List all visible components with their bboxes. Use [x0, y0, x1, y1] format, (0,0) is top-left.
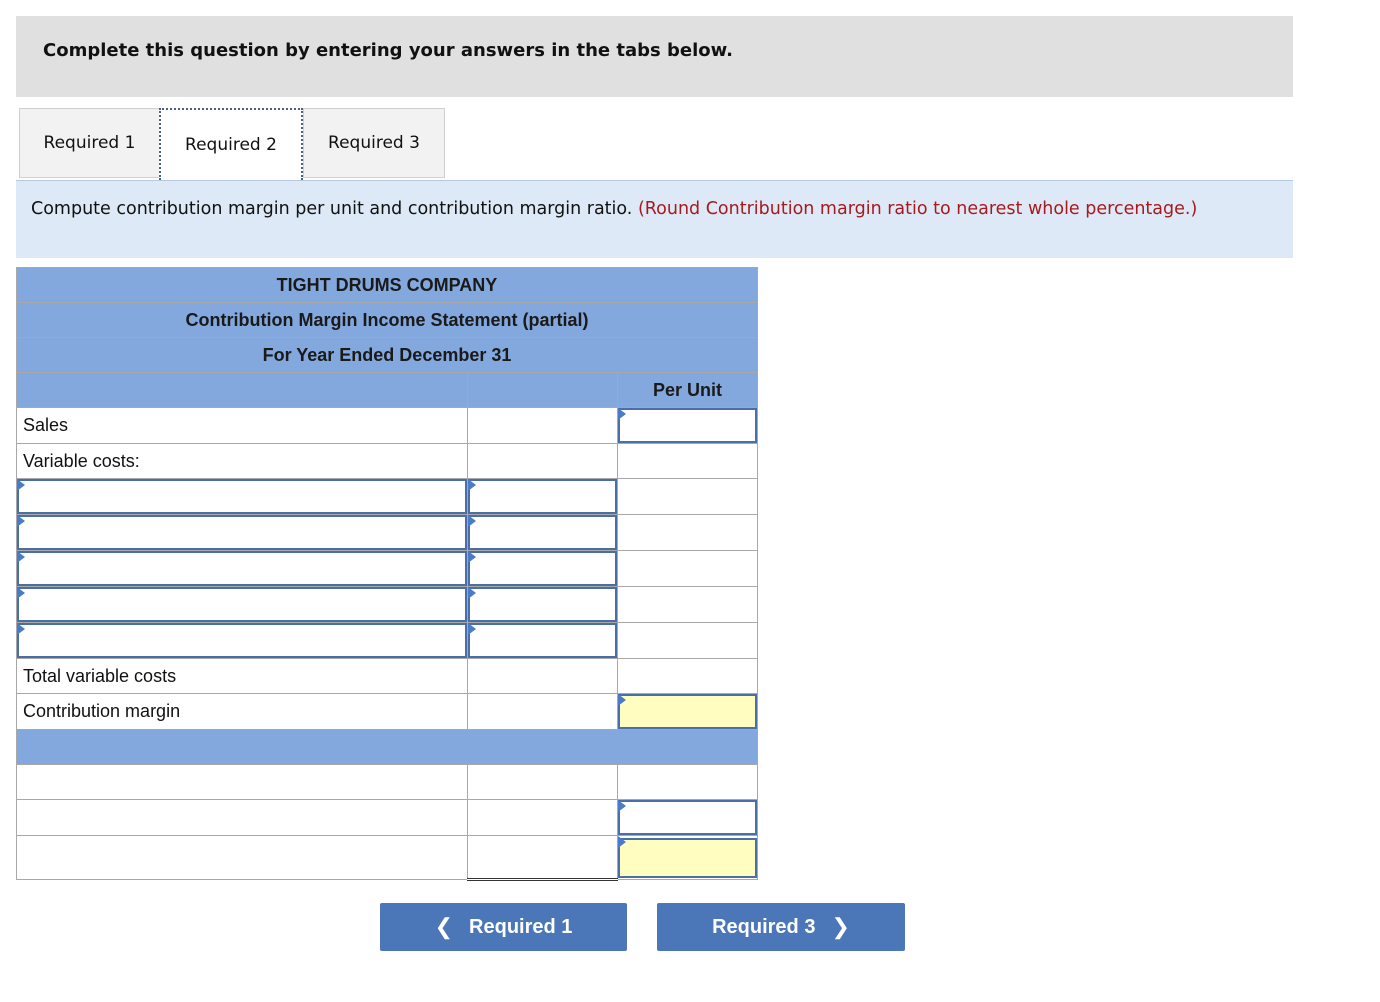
variable-costs-label: Variable costs:	[17, 444, 468, 479]
chevron-right-icon: ❯	[831, 914, 850, 939]
dropdown-marker-icon	[468, 623, 476, 635]
variable-cost-name-input[interactable]	[17, 587, 467, 622]
dropdown-marker-icon	[468, 515, 476, 527]
income-statement-table	[16, 267, 758, 881]
variable-cost-name-input[interactable]	[17, 623, 467, 658]
variable-cost-amount-input[interactable]	[468, 623, 617, 658]
previous-tab-label: Required 1	[469, 915, 573, 938]
instruction-text: Complete this question by entering your answers in the tabs below.	[43, 40, 733, 61]
section-divider	[17, 730, 758, 765]
tab-required-3[interactable]: Required 3	[303, 108, 445, 178]
statement-period: For Year Ended December 31	[17, 338, 758, 373]
dropdown-marker-icon	[468, 587, 476, 599]
next-tab-button[interactable]	[657, 903, 905, 951]
ratio-input[interactable]	[618, 800, 757, 835]
variable-cost-amount-input[interactable]	[468, 587, 617, 622]
sales-label: Sales	[17, 408, 468, 444]
question-text	[31, 197, 1246, 221]
sales-per-unit-cell	[618, 408, 758, 444]
tab-required-1[interactable]: Required 1	[19, 108, 159, 178]
contribution-margin-ratio-input[interactable]	[618, 838, 757, 878]
instruction-banner	[16, 16, 1293, 97]
header-blank	[17, 373, 468, 408]
dropdown-marker-icon	[17, 551, 25, 563]
sales-per-unit-input[interactable]	[618, 408, 757, 443]
question-panel	[16, 180, 1293, 258]
variable-cost-amount-input[interactable]	[468, 479, 617, 514]
per-unit-header: Per Unit	[618, 373, 758, 408]
dropdown-marker-icon	[618, 408, 626, 420]
statement-title: Contribution Margin Income Statement (partial)	[17, 303, 758, 338]
company-name: TIGHT DRUMS COMPANY	[17, 268, 758, 303]
tab-required-2[interactable]: Required 2	[159, 108, 303, 180]
dropdown-marker-icon	[17, 587, 25, 599]
total-variable-costs-label: Total variable costs	[17, 659, 468, 694]
next-tab-label: Required 3	[712, 915, 816, 938]
variable-cost-name-input[interactable]	[17, 479, 467, 514]
dropdown-marker-icon	[17, 479, 25, 491]
variable-cost-name-input[interactable]	[17, 551, 467, 586]
dropdown-marker-icon	[468, 551, 476, 563]
tab-bar	[19, 108, 445, 180]
previous-tab-button[interactable]	[380, 903, 627, 951]
variable-cost-amount-input[interactable]	[468, 551, 617, 586]
variable-cost-amount-input[interactable]	[468, 515, 617, 550]
question-main: Compute contribution margin per unit and contribution margin ratio.	[31, 199, 633, 219]
chevron-left-icon: ❮	[434, 914, 454, 939]
header-blank	[468, 373, 618, 408]
dropdown-marker-icon	[17, 515, 25, 527]
dropdown-marker-icon	[468, 479, 476, 491]
dropdown-marker-icon	[618, 800, 626, 812]
dropdown-marker-icon	[618, 836, 626, 848]
dropdown-marker-icon	[17, 623, 25, 635]
rounding-note: (Round Contribution margin ratio to nearest whole percentage.)	[637, 199, 1198, 219]
contribution-margin-label: Contribution margin	[17, 694, 468, 730]
contribution-margin-per-unit-input[interactable]	[618, 694, 757, 729]
variable-cost-name-input[interactable]	[17, 515, 467, 550]
dropdown-marker-icon	[618, 694, 626, 706]
sales-total-cell	[468, 408, 618, 444]
